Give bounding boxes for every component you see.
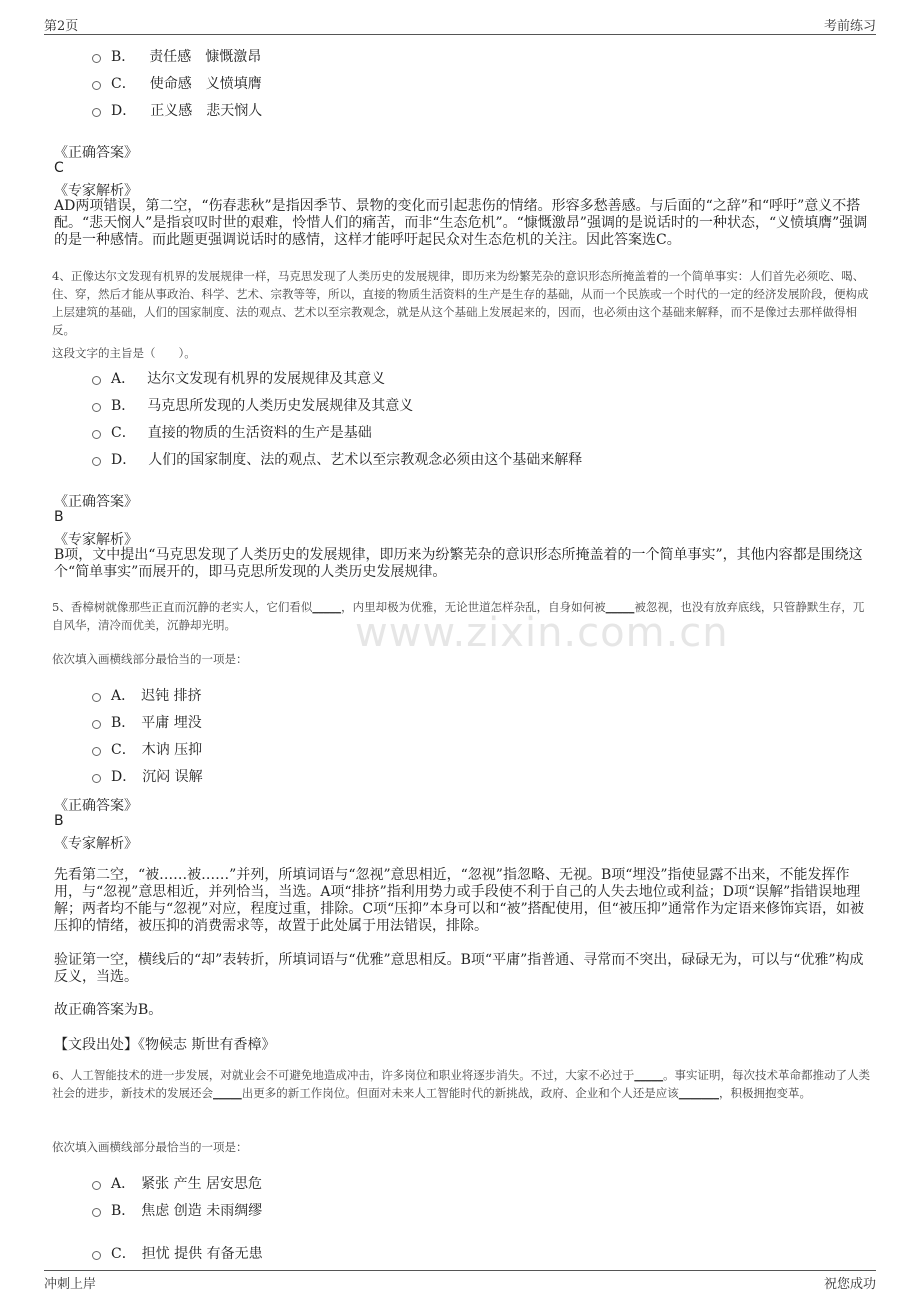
blank: _____ (605, 600, 635, 614)
q5-option-a[interactable] (92, 685, 202, 705)
option-text: 马克思所发现的人类历史发展规律及其意义 (147, 398, 414, 414)
option-key: C． (111, 425, 136, 441)
option-text: 直接的物质的生活资料的生产是基础 (147, 425, 372, 441)
footer-rule (44, 1270, 876, 1271)
q5-answer: B (54, 813, 64, 829)
option-key: A． (111, 688, 136, 704)
option-text: 沉闷 误解 (142, 769, 203, 785)
q5-analysis-label: 《专家解析》 (54, 836, 138, 852)
option-key: C． (111, 742, 136, 758)
blank: _____ (312, 600, 342, 614)
q5-analysis-p2: 验证第一空，横线后的“却”表转折，所填词语与“优雅”意思相反。B项“平庸”指普通、寻常而不突出，碌碌无为，可以与“优雅”构成反义，当选。 (54, 952, 864, 985)
option-key: B． (111, 715, 136, 731)
option-text: 担忧 提供 有备无患 (141, 1246, 263, 1262)
option-key: A． (111, 371, 136, 387)
q6-option-a[interactable] (92, 1173, 262, 1193)
option-key: B． (111, 398, 136, 414)
option-key: C． (111, 76, 136, 92)
option-key: B． (111, 49, 136, 65)
q3-option-c[interactable] (92, 73, 262, 93)
q3-option-b[interactable] (92, 46, 261, 66)
radio-icon[interactable] (92, 54, 101, 63)
q5-option-b[interactable] (92, 712, 202, 732)
q5-option-d[interactable] (92, 766, 203, 786)
radio-icon[interactable] (92, 774, 101, 783)
radio-icon[interactable] (92, 1181, 101, 1190)
q5-prompt: 依次填入画横线部分最恰当的一项是： (52, 652, 248, 666)
q5-analysis-p3: 故正确答案为B。 (54, 1002, 163, 1018)
q6-stem: 6、人工智能技术的进一步发展，对就业会不可避免地造成冲击，许多岗位和职业将逐步消失。不过，大家不必过于_____。事实证明，每次技术革命都推动了人类社会的进步，新技术的发展还会_____出更多的新工作岗位。但面对未来人工智能时代的新挑战，政府、企业和个人还是应该_______，积极拥抱变革。 (52, 1068, 871, 1100)
q4-analysis-label: 《专家解析》 (54, 532, 138, 548)
option-key: C． (111, 1246, 136, 1262)
q4-option-d[interactable] (92, 449, 582, 469)
q5-analysis-p1: 先看第二空，“被……被……”并列，所填词语与“忽视”意思相近，“忽视”指忽略、无视。B项“埋没”指使显露不出来，不能发挥作用，与“忽视”意思相近，并列恰当，当选。A项“排挤”指利用势力或手段使不利于自己的人失去地位或利益；D项“误解”指错误地理解；两者均不能与“忽视”对应，程度过重，排除。C项“压抑”本身可以和“被”搭配使用，但“被压抑”通常作为定语来修饰宾语，如被压抑的情绪，被压抑的消费需求等，故置于此处属于用法错误，排除。 (54, 867, 864, 934)
radio-icon[interactable] (92, 403, 101, 412)
blank: _____ (213, 1086, 242, 1100)
radio-icon[interactable] (92, 376, 101, 385)
option-text: 焦虑 创造 未雨绸缪 (141, 1203, 263, 1219)
option-text: 木讷 压抑 (141, 742, 203, 758)
radio-icon[interactable] (92, 457, 101, 466)
q5-option-c[interactable] (92, 739, 202, 759)
q3-analysis-label: 《专家解析》 (54, 183, 138, 199)
header-title: 考前练习 (823, 19, 876, 34)
footer-left: 冲刺上岸 (44, 1277, 97, 1292)
q4-option-c[interactable] (92, 422, 372, 442)
q3-answer: C (54, 160, 64, 176)
q5-stem: 5、香樟树就像那些正直而沉静的老实人，它们看似_____，内里却极为优雅，无论世道怎样杂乱，自身如何被_____被忽视，也没有放弃底线，只管静默生存，兀自风华，清冷而优美，沉静却光明。 (52, 600, 865, 632)
option-key: D． (111, 769, 137, 785)
option-text: 责任感 慷慨激昂 (149, 49, 262, 65)
q5-answer-label: 《正确答案》 (54, 798, 138, 814)
q4-analysis: B项，文中提出“马克思发现了人类历史的发展规律，即历来为纷繁芜杂的意识形态所掩盖着的一个简单事实”，其他内容都是围绕这个“简单事实”而展开的，即马克思所发现的人类历史发展规律。 (54, 547, 863, 580)
q4-answer: B (54, 509, 64, 525)
q4-option-a[interactable] (92, 368, 385, 388)
footer-right: 祝您成功 (823, 1277, 876, 1292)
option-key: B． (111, 1203, 136, 1219)
q3-answer-label: 《正确答案》 (54, 145, 138, 161)
option-text: 使命感 义愤填膺 (149, 76, 262, 92)
q6-option-c[interactable] (92, 1243, 263, 1263)
blank: _____ (634, 1068, 664, 1082)
radio-icon[interactable] (92, 81, 101, 90)
option-text: 迟钝 排挤 (141, 688, 202, 704)
q6-prompt: 依次填入画横线部分最恰当的一项是： (52, 1140, 248, 1154)
q5-source: 【文段出处】《物候志 斯世有香樟》 (54, 1037, 276, 1053)
page-number: 第2页 (44, 19, 79, 34)
q3-option-d[interactable] (92, 100, 262, 120)
option-text: 平庸 埋没 (141, 715, 202, 731)
option-key: D． (111, 103, 137, 119)
q3-analysis: AD两项错误，第二空，“伤春悲秋”是指因季节、景物的变化而引起悲伤的情绪。形容多愁善感。与后面的“之辞”和“呼吁”意义不搭配。“悲天悯人”是指哀叹时世的艰难，怜惜人们的痛苦，而非“生态危机”。“慷慨激昂”强调的是说话时的一种状态，“义愤填膺”强调的是一种感情。而此题更强调说话时的感情，这样才能呼吁起民众对生态危机的关注。因此答案选C。 (54, 198, 868, 248)
radio-icon[interactable] (92, 108, 101, 117)
header-rule (44, 34, 876, 35)
option-text: 紧张 产生 居安思危 (141, 1176, 263, 1192)
q4-prompt: 这段文字的主旨是（ ）。 (52, 346, 196, 360)
q4-answer-label: 《正确答案》 (54, 494, 138, 510)
option-text: 正义感 悲天悯人 (150, 103, 263, 119)
q6-option-b[interactable] (92, 1200, 262, 1220)
option-key: A． (111, 1176, 136, 1192)
q4-option-b[interactable] (92, 395, 413, 415)
radio-icon[interactable] (92, 720, 101, 729)
blank: _______ (678, 1086, 719, 1100)
q4-stem: 4、正像达尔文发现有机界的发展规律一样，马克思发现了人类历史的发展规律，即历来为纷繁芜杂的意识形态所掩盖着的一个简单事实：人们首先必须吃、喝、住、穿，然后才能从事政治、科学、艺术、宗教等等，所以，直接的物质生活资料的生产是生存的基础，从而一个民族或一个时代的一定的经济发展阶段，便构成上层建筑的基础，人们的国家制度、法的观点、艺术以至宗教观念，就是从这个基础上发展起来的，因而，也必须由这个基础来解释，而不是像过去那样做得相反。 (52, 269, 869, 337)
radio-icon[interactable] (92, 430, 101, 439)
radio-icon[interactable] (92, 747, 101, 756)
option-text: 达尔文发现有机界的发展规律及其意义 (147, 371, 386, 387)
option-key: D． (111, 452, 137, 468)
radio-icon[interactable] (92, 693, 101, 702)
option-text: 人们的国家制度、法的观点、艺术以至宗教观念必须由这个基础来解释 (148, 452, 583, 468)
radio-icon[interactable] (92, 1251, 101, 1260)
radio-icon[interactable] (92, 1208, 101, 1217)
watermark: www.zixin.com.cn (355, 610, 729, 656)
